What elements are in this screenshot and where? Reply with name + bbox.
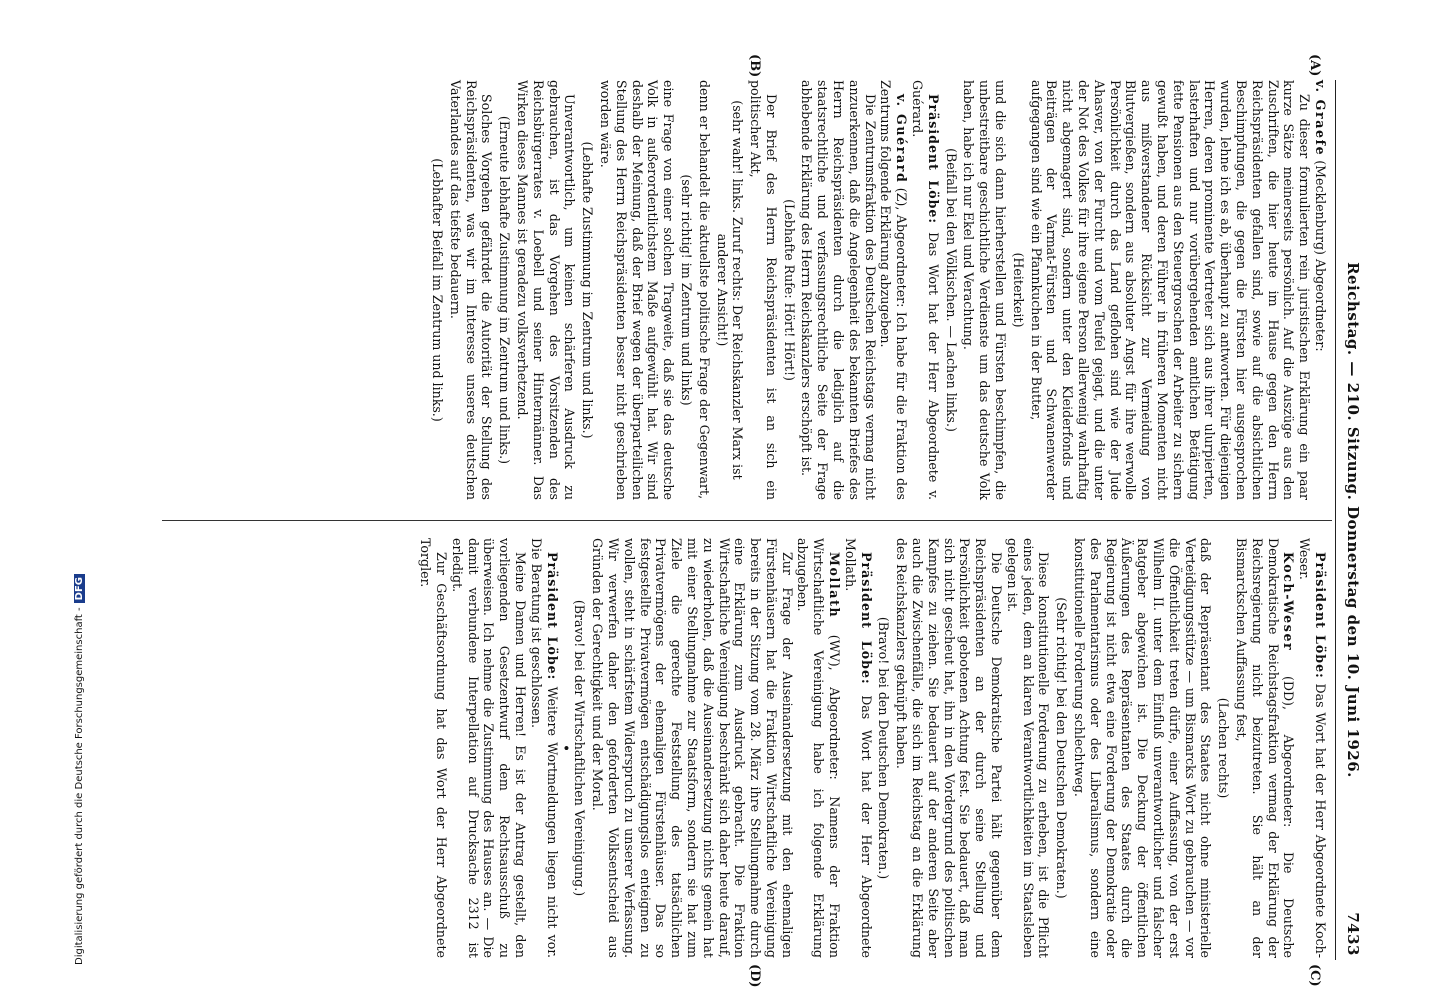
paragraph: Namens der Fraktion Wirtschaftliche Vereinigung habe ich folgende Erklärung abzugeben.	[795, 538, 843, 958]
paragraph: und die sich dann hierherstellen und Fürsten beschimpfen, die unbestreitbare geschichtliche Verdienste um das deutsche Volk haben, habe ich nur Ekel und Verachtung.	[961, 80, 1009, 500]
document-page	[142, 54, 1362, 988]
paragraph: daß der Repräsentant des Staates nicht ohne ministerielle Verteidigungsstütze — um Bismarcks Wort zu gebrauchen — vor die Öffentlichkeit treten dürfe, einer Auffassung, von der erst Wilhelm II. unter dem Einfluß unverantwortlicher und falscher Ratgeber abgewichen ist. Die Deckung der öffentlichen Äußerungen des Repräsentanten des Staates durch die Regierung ist nicht etwa eine Forderung der Demokratie oder des Parlamentarismus oder des Liberalismus, sondern eine konstitutionelle Forderung schlechtweg.	[1072, 538, 1214, 958]
margin-C: (C)	[1307, 964, 1322, 987]
paragraph: Die Zentrumsfraktion des Deutschen Reichstags vermag nicht anzuerkennen, daß die Angelegenheit des bekannten Briefes des Herrn Reichspräsidenten durch die lediglich auf die staatsrechtliche und verfassungsrechtliche Seite der Frage abhebende Erklärung des Herrn Reichskanzlers erschöpft ist.	[799, 80, 878, 500]
page-number: 7433	[1344, 912, 1362, 956]
paragraph: Zur Geschäftsordnung hat das Wort der Herr Abgeordnete Torgler.	[418, 538, 449, 958]
paragraph	[1312, 80, 1328, 500]
speaker-party: (DD), Abgeordneter:	[1281, 675, 1297, 828]
paragraph: Ich habe für die Fraktion des Zentrums folgende Erklärung abzugeben.	[878, 80, 910, 501]
paragraph: Die Deutsche Demokratische Partei hält gegenüber dem Reichspräsidenten an der durch seine Stellung und Persönlichkeit gebotenen Achtung fest. Sie bedauert, daß man sich nicht gescheut hat, ihn in den Vordergrund des politischen Kampfes zu ziehen. Sie bedauert auf der anderen Seite aber auch die Zwischenfälle, die sich im Reichstag an die Erklärung des Reichskanzlers geknüpft haben.	[894, 538, 1005, 958]
paragraph: Das Wort hat der Herr Abgeordnete Koch-Weser.	[1297, 538, 1328, 958]
speaker-name: Präsident Löbe:	[858, 552, 874, 685]
interjection: (Heiterkeit)	[1010, 252, 1026, 328]
column-divider	[162, 520, 1332, 521]
paragraph: Das Wort hat der Herr Abgeordnete Mollath.	[842, 538, 874, 958]
interjection: (Lachen rechts)	[1216, 697, 1232, 799]
section-dot: •	[556, 743, 573, 753]
paragraph: Zu dieser formulierten rein juristischen Erklärung ein paar kurze Sätze meinerseits persönlich. Auf die Auszüge aus den Zuschriften, die hier heute im Hause gegen den Herrn Reichspräsidenten gefallen sind, sowie auf die absichtlichen Beschimpfungen, die gegen die Fürsten hier ausgesprochen wurden, lehne ich es ab, überhaupt zu antworten. Für diejenigen Herren, deren prominente Vertreter sich aus ihrer ulurpierten, lasterhaften und nur vorübergehenden amtlichen Betätigung fette Pensionen aus den Steuergroschen der Arbeiter zu sichern gewußt haben, und deren Führer in früheren Momenten nicht aus mißverstandener Rücksicht zur Vermeidung von Blutvergießen, sondern aus absoluter Angst für ihre werwolle Persönlichkeit durch das Land geflohen sind wie der Jude Ahasver, von der Furcht und vom Teufel gejagt, und die unter der Not des Volkes für ihre eigene Person allerwenig wahrhaftig nicht abgemagert sind, sondern unter den Kleiderfonds und Beiträgen der Varmat-Fürsten und Schwanenwerder aufgegangen sind wie ein Pfannkuchen in der Butter,	[1028, 80, 1313, 500]
header-rule	[1335, 80, 1336, 960]
left-column	[427, 80, 1328, 500]
speaker-name: Präsident Löbe:	[925, 94, 941, 225]
right-column	[417, 538, 1328, 958]
interjection: (Lebhafte Rufe: Hört! Hört!)	[781, 199, 797, 381]
interjection: (Sehr richtig! bei den Deutschen Demokraten.)	[1054, 597, 1070, 899]
speaker-party: (Mecklenburg) Abgeordneter:	[1313, 160, 1328, 352]
margin-D: (D)	[747, 964, 762, 988]
paragraph: denn er behandelt die aktuellste politische Frage der Gegenwart,	[696, 80, 712, 500]
paragraph: Das Wort hat der Herr Abgeordnete v. Guérard.	[910, 80, 941, 500]
interjection: (Erneute lebhafte Zustimmung im Zentrum und links.)	[497, 115, 513, 465]
paragraph: Die Deutsche Demokratische Reichstagsfraktion vermag der Erklärung der Reichsregierung nicht beizutreten. Sie hält an der Bismarckschen Auffassung fest,	[1234, 538, 1297, 958]
speaker-name: Koch-Weser	[1281, 552, 1297, 652]
margin-B: (B)	[747, 54, 762, 78]
paragraph: Solches Vorgehen gefährdet die Autorität der Stellung des Reichspräsidenten, was wir im Interesse unseres deutschen Vaterlandes auf das tiefste bedauern.	[447, 80, 495, 500]
paragraph: Der Brief des Herrn Reichspräsidenten ist an sich ein politischer Akt,	[748, 80, 779, 500]
paragraph: Meine Damen und Herren! Es ist der Antrag gestellt, den vorliegenden Gesetzentwurf dem Rechtsausschuß zu überweisen. Ich nehme die Zustimmung des Hauses an. — Die damit verbundene Interpellation auf Drucksache 2312 ist erledigt.	[449, 538, 528, 958]
speaker-name: Präsident Löbe:	[1313, 552, 1328, 679]
digitization-credit	[74, 0, 90, 965]
speaker-name: v. Graefe	[1313, 80, 1328, 157]
interjection: (Bravo! bei den Deutschen Demokraten.)	[876, 616, 892, 880]
margin-A: (A)	[1307, 54, 1322, 77]
credit-text: Digitalisierung gefördert durch die Deutsche Forschungsgemeinschaft -	[74, 607, 85, 965]
speaker-name: v. Guérard	[894, 94, 910, 184]
paragraph: Weitere Wortmeldungen liegen nicht vor. Die Beratung ist geschlossen.	[528, 538, 560, 958]
header-title: Reichstag. — 210. Sitzung. Donnerstag den 10. Juni 1926.	[1344, 262, 1362, 778]
speaker-party: (Z), Abgeordneter:	[894, 187, 910, 308]
interjection: (Lebhafte Zustimmung im Zentrum und links.)	[580, 141, 596, 439]
interjection: (Bravo! bei der Wirtschaftlichen Vereinigung.)	[572, 599, 588, 897]
interjection: (sehr wahr! links. Zuruf rechts: Der Reichskanzler Marx ist anderer Ansicht!)	[714, 100, 746, 480]
speaker-party: (WV), Abgeordneter:	[827, 634, 843, 780]
interjection: (Lebhafter Beifall im Zentrum und links.)	[429, 158, 445, 422]
interjection: (sehr richtig! im Zentrum und links)	[678, 174, 694, 406]
paragraph: Unverantwortlich, um keinen schärferen Ausdruck zu gebrauchen, ist das Vorgehen des Vorsitzenden des Reichsbürgerrates v. Loebell und seiner Hintermänner. Das Wirken dieses Mannes ist geradezu volksverhetzend.	[514, 80, 578, 500]
paragraph: eine Frage von einer solchen Tragweite, daß sie das deutsche Volk in außerordentlichstem Maße aufgewühlt hat. Wir sind deshalb der Meinung, daß der Brief wegen der überparteilichen Stellung des Herrn Reichspräsidenten besser nicht geschrieben worden wäre.	[597, 80, 677, 500]
interjection: (Beifall bei den Völkischen. — Lachen links.)	[943, 148, 959, 432]
paragraph: Diese konstitutionelle Forderung zu erheben, ist die Pflicht eines jeden, dem an klaren Verantwortlichkeiten im Staatsleben gelegen ist.	[1004, 538, 1052, 958]
speaker-name: Präsident Löbe:	[544, 552, 560, 681]
page-header	[1336, 80, 1362, 960]
dfg-logo: DFG	[74, 574, 85, 603]
speaker-name: Mollath	[827, 552, 843, 619]
paragraph: Zur Frage der Auseinandersetzung mit den ehemaligen Fürstenhäusern hat die Fraktion Wirtschaftliche Vereinigung bereits in der Sitzung vom 28. März ihre Stellungnahme durch eine Erklärung zum Ausdruck gebracht. Die Fraktion Wirtschaftliche Vereinigung beschränkt sich daher heute darauf, zu wiederholen, daß die Auseinandersetzung nichts gemein hat mit einer Stellungnahme zur Staatsform, sondern sie hat zum Ziele die gerechte Feststellung des tatsächlichen Privatvermögens der ehemaligen Fürstenhäuser. Das so festgestellte Privatvermögen entschädigungslos enteignen zu wollen, steht in schärfstem Widerspruch zu unserer Verfassung. Wir verwerfen daher den geforderten Volksentscheid aus Gründen der Gerechtigkeit und der Moral.	[590, 538, 795, 958]
